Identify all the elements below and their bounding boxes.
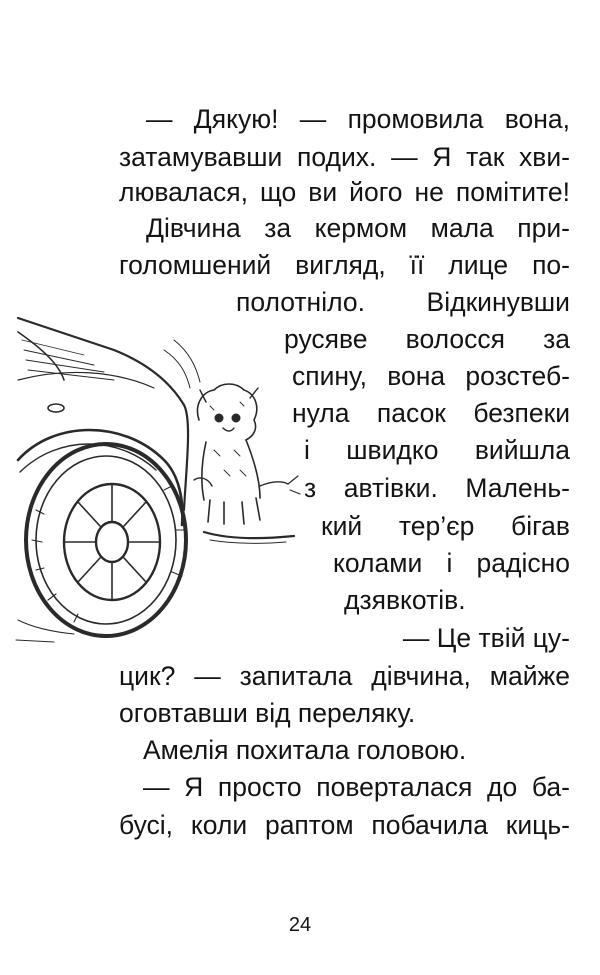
text-line: лювалася, що ви його не помітите! (119, 177, 570, 207)
text-line: спину, вона розстеб- (292, 361, 570, 391)
text-line: цик? — запитала дівчина, майже (119, 661, 570, 691)
page-number: 24 (288, 914, 312, 936)
text-line: — Я просто поверталася до ба- (143, 772, 570, 802)
text-line: кий тер’єр бігав (321, 511, 570, 541)
text-line: бусі, коли раптом побачила киць- (119, 810, 570, 840)
text-line: оговтавши від переляку. (119, 698, 416, 728)
text-line: полотніло. Відкинувши (236, 287, 570, 317)
text-line: нула пасок безпеки (292, 398, 570, 428)
text-line: Амелія похитала головою. (143, 735, 467, 765)
text-line: голомшений вигляд, її лице по- (119, 250, 570, 280)
text-line: — Це твій цу- (402, 623, 570, 653)
text-line: з автівки. Малень- (304, 473, 570, 503)
text-line: русяве волосся за (284, 324, 570, 354)
text-line: дзявкотів. (344, 585, 466, 615)
text-line: колами і радісно (333, 548, 570, 578)
text-line: затамувавши подих. — Я так хви- (119, 142, 570, 172)
text-line: і швидко вийшла (304, 435, 570, 465)
text-line: Дівчина за кермом мала при- (146, 213, 570, 243)
text-line: — Дякую! — промовила вона, (146, 104, 570, 134)
